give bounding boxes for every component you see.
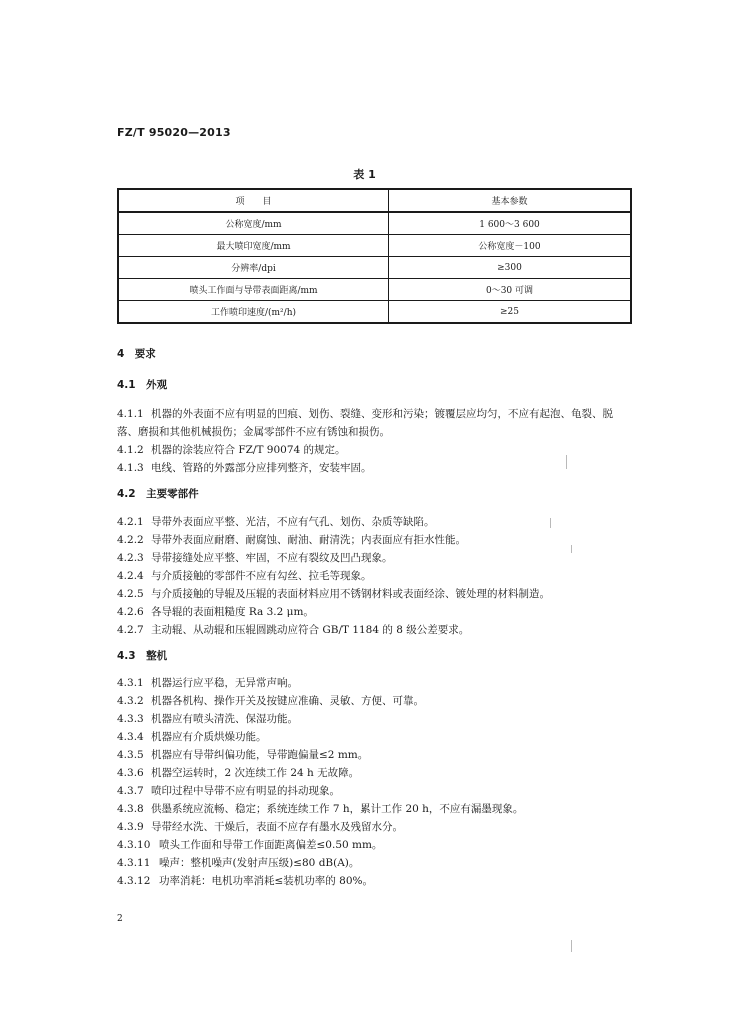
table-row xyxy=(118,301,631,324)
clause-4-2-4 xyxy=(117,568,372,583)
clause-number: 4.1.2 xyxy=(117,444,144,456)
clause-text: 电线、管路的外露部分应排列整齐，安装牢固。 xyxy=(151,462,372,474)
table-header-value: 基本参数 xyxy=(389,189,632,212)
clause-4-2-3 xyxy=(117,550,393,565)
scan-mark xyxy=(566,455,567,469)
clause-4-3-9 xyxy=(117,819,403,834)
clause-text: 机器各机构、操作开关及按键应准确、灵敏、方便、可靠。 xyxy=(151,695,424,707)
clause-4-3-1 xyxy=(117,675,298,690)
table-cell-item: 喷头工作面与导带表面距离/mm xyxy=(118,279,389,301)
parameters-table xyxy=(117,188,632,324)
table-cell-value: 0～30 可调 xyxy=(389,279,632,301)
table-row xyxy=(118,257,631,279)
clause-number: 4.2.7 xyxy=(117,624,144,636)
clause-4-3-8 xyxy=(117,801,523,816)
clause-text: 供墨系统应流畅、稳定；系统连续工作 7 h，累计工作 20 h，不应有漏墨现象。 xyxy=(151,803,524,815)
standard-number: FZ/T 95020—2013 xyxy=(117,126,231,139)
table-cell-value: 公称宽度－100 xyxy=(389,235,632,257)
clause-4-3-4 xyxy=(117,729,267,744)
clause-number: 4.3.3 xyxy=(117,713,144,725)
clause-number: 4.3.8 xyxy=(117,803,144,815)
clause-text: 功率消耗：电机功率消耗≤装机功率的 80%。 xyxy=(159,875,373,887)
clause-4-3-6 xyxy=(117,765,359,780)
table-row xyxy=(118,212,631,235)
clause-number: 4.3.5 xyxy=(117,749,144,761)
section-title-components: 4.2 主要零部件 xyxy=(117,488,199,500)
clause-number: 4.3.11 xyxy=(117,857,151,869)
clause-4-3-7 xyxy=(117,783,340,798)
clause-number: 4.3.9 xyxy=(117,821,144,833)
clause-number: 4.1.3 xyxy=(117,462,144,474)
scan-mark xyxy=(550,518,551,528)
clause-text: 与介质接触的导辊及压辊的表面材料应用不锈钢材料或表面经涂、镀处理的材料制造。 xyxy=(151,588,550,600)
page-number: 2 xyxy=(117,914,123,924)
clause-text: 机器空运转时，2 次连续工作 24 h 无故障。 xyxy=(151,767,360,779)
table-cell-item: 公称宽度/mm xyxy=(118,212,389,235)
clause-text: 与介质接触的零部件不应有勾丝、拉毛等现象。 xyxy=(151,570,372,582)
clause-4-2-5 xyxy=(117,586,550,601)
clause-text: 导带外表面应耐磨、耐腐蚀、耐油、耐清洗；内表面应有拒水性能。 xyxy=(151,534,466,546)
table-cell-value: ≥300 xyxy=(389,257,632,279)
clause-number: 4.3.7 xyxy=(117,785,144,797)
clause-4-3-11 xyxy=(117,855,359,870)
table-cell-item: 工作喷印速度/(m²/h) xyxy=(118,301,389,324)
clause-text: 主动辊、从动辊和压辊圆跳动应符合 GB/T 1184 的 8 级公差要求。 xyxy=(151,624,470,636)
clause-number: 4.3.2 xyxy=(117,695,144,707)
section-title-appearance: 4.1 外观 xyxy=(117,379,168,391)
clause-text: 导带经水洗、干燥后，表面不应存有墨水及残留水分。 xyxy=(151,821,403,833)
clause-number: 4.3.1 xyxy=(117,677,144,689)
table-cell-value: ≥25 xyxy=(389,301,632,324)
clause-text: 噪声：整机噪声(发射声压级)≤80 dB(A)。 xyxy=(159,857,360,869)
clause-text: 机器的涂装应符合 FZ/T 90074 的规定。 xyxy=(151,444,346,456)
clause-text: 导带接缝处应平整、牢固，不应有裂纹及凹凸现象。 xyxy=(151,552,393,564)
clause-4-1-3 xyxy=(117,460,372,475)
table-header-row xyxy=(118,189,631,212)
clause-number: 4.2.6 xyxy=(117,606,144,618)
clause-4-1-2 xyxy=(117,442,346,457)
clause-text: 各导辊的表面粗糙度 Ra 3.2 μm。 xyxy=(151,606,314,618)
scan-mark xyxy=(571,545,572,553)
section-title-machine: 4.3 整机 xyxy=(117,650,168,662)
clause-4-3-12 xyxy=(117,873,373,888)
clause-4-3-3 xyxy=(117,711,298,726)
clause-number: 4.2.2 xyxy=(117,534,144,546)
clause-number: 4.3.6 xyxy=(117,767,144,779)
clause-text: 喷印过程中导带不应有明显的抖动现象。 xyxy=(151,785,340,797)
clause-4-2-6 xyxy=(117,604,314,619)
scan-mark xyxy=(571,940,572,952)
clause-4-1-1-cont: 落、磨损和其他机械损伤；金属零部件不应有锈蚀和损伤。 xyxy=(117,426,390,438)
clause-4-2-2 xyxy=(117,532,466,547)
table-cell-item: 分辨率/dpi xyxy=(118,257,389,279)
clause-number: 4.2.3 xyxy=(117,552,144,564)
clause-number: 4.3.12 xyxy=(117,875,151,887)
clause-text: 喷头工作面和导带工作面距离偏差≤0.50 mm。 xyxy=(159,839,383,851)
table-caption: 表 1 xyxy=(353,168,376,181)
clause-4-2-1 xyxy=(117,514,435,529)
clause-4-3-2 xyxy=(117,693,424,708)
clause-number: 4.2.1 xyxy=(117,516,144,528)
section-title-requirements: 4 要求 xyxy=(117,348,156,360)
table-header-item: 项 目 xyxy=(118,189,389,212)
table-row xyxy=(118,235,631,257)
clause-4-3-10 xyxy=(117,837,382,852)
clause-text: 机器应有介质烘燥功能。 xyxy=(151,731,267,743)
clause-text: 导带外表面应平整、光洁，不应有气孔、划伤、杂质等缺陷。 xyxy=(151,516,435,528)
clause-number: 4.3.10 xyxy=(117,839,151,851)
clause-4-3-5 xyxy=(117,747,368,762)
clause-number: 4.2.5 xyxy=(117,588,144,600)
table-cell-value: 1 600～3 600 xyxy=(389,212,632,235)
clause-number: 4.2.4 xyxy=(117,570,144,582)
table-cell-item: 最大喷印宽度/mm xyxy=(118,235,389,257)
clause-number: 4.3.4 xyxy=(117,731,144,743)
clause-text: 机器的外表面不应有明显的凹痕、划伤、裂缝、变形和污染；镀覆层应均匀，不应有起泡、龟裂、脱 xyxy=(151,408,613,420)
clause-text: 机器运行应平稳，无异常声响。 xyxy=(151,677,298,689)
clause-text: 机器应有喷头清洗、保湿功能。 xyxy=(151,713,298,725)
clause-4-2-7 xyxy=(117,622,469,637)
clause-4-1-1 xyxy=(117,406,613,421)
clause-text: 机器应有导带纠偏功能，导带跑偏量≤2 mm。 xyxy=(151,749,369,761)
clause-number: 4.1.1 xyxy=(117,408,144,420)
table-row xyxy=(118,279,631,301)
